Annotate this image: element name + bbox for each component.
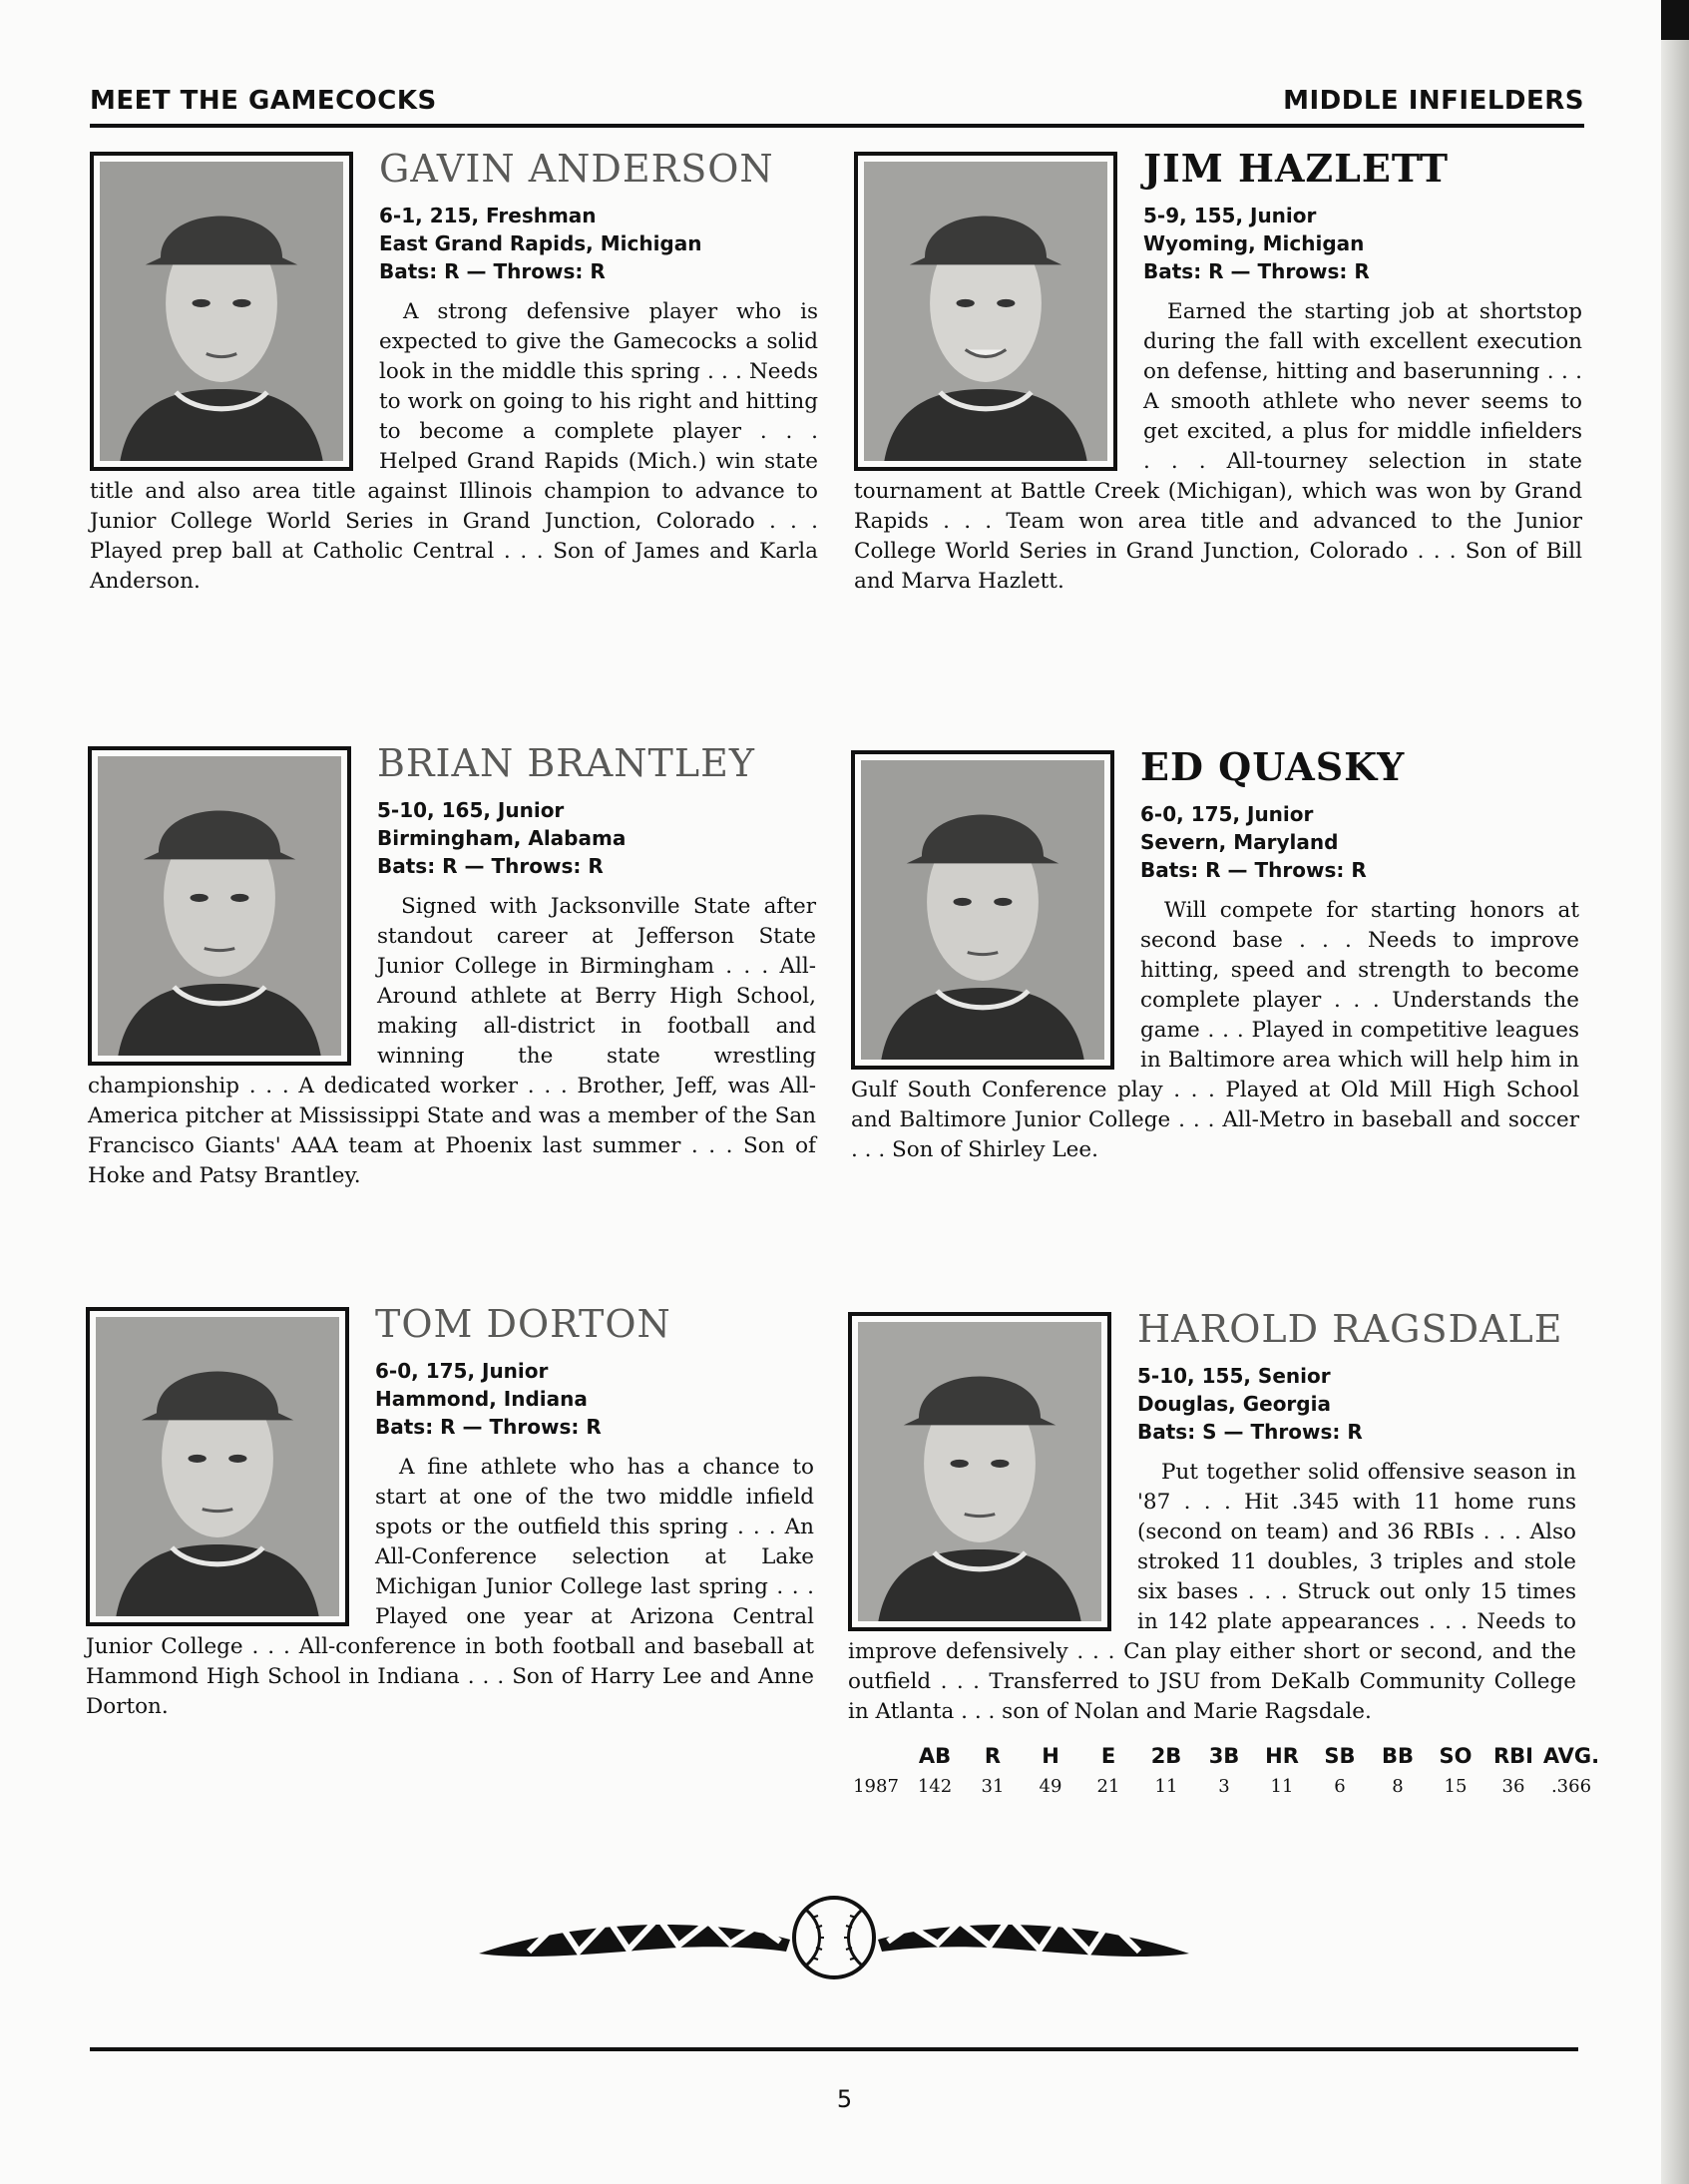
player-photo: [96, 1317, 339, 1616]
height-weight-class: 6-0, 175, Junior: [1140, 802, 1314, 826]
player-photo-frame: [88, 746, 351, 1066]
stats-header: E: [1100, 1744, 1116, 1768]
bats-throws: Bats: S — Throws: R: [1137, 1420, 1363, 1444]
player-card-gavin-anderson: [90, 147, 818, 597]
player-name: TOM DORTON: [375, 1302, 671, 1346]
player-name: JIM HAZLETT: [1143, 146, 1450, 191]
player-photo-frame: [851, 750, 1114, 1070]
player-name: HAROLD RAGSDALE: [1137, 1307, 1563, 1351]
stats-cell: 142: [917, 1775, 953, 1797]
stats-header: SO: [1439, 1744, 1473, 1768]
section-title: MEET THE GAMECOCKS: [90, 86, 437, 116]
hometown: Hammond, Indiana: [375, 1387, 588, 1411]
player-bio: Put together solid offensive season in '87 . . . Hit .345 with 11 home runs (second on team) and 36 RBIs . . . Also stroked 11 doubles, 3 triples and stole six bases . . . Struck out only 15 times in 142 plate appearances . . . Needs to improve defensively . . . Can play either short or second, and the outfield . . . Transferred to JSU from DeKalb Community College in Atlanta . . . son of Nolan and Marie Ragsdale.: [848, 1460, 1576, 1724]
height-weight-class: 5-10, 165, Junior: [377, 798, 565, 822]
stats-header: 3B: [1208, 1744, 1240, 1768]
bats-throws: Bats: R — Throws: R: [375, 1415, 602, 1439]
hometown: East Grand Rapids, Michigan: [379, 231, 702, 255]
stats-cell: 15: [1444, 1775, 1468, 1797]
player-photo-frame: [90, 152, 353, 471]
stats-header: SB: [1324, 1744, 1356, 1768]
player-bio: Signed with Jacksonville State after standout career at Jefferson State Junior College in Birmingham . . . All-Around athlete at Berry High School, making all-district in football and winning the state wrestling championship . . . A dedicated worker . . . Brother, Jeff, was All-America pitcher at Mississippi State and was a member of the San Francisco Giants' AAA team at Phoenix last summer . . . Son of Hoke and Patsy Brantley.: [88, 894, 816, 1188]
stats-header: RBI: [1493, 1744, 1533, 1768]
bats-throws: Bats: R — Throws: R: [379, 259, 606, 283]
player-name: BRIAN BRANTLEY: [377, 741, 755, 785]
stats-header: BB: [1381, 1744, 1414, 1768]
player-card-jim-hazlett: [854, 146, 1582, 597]
stats-cell: 31: [981, 1775, 1005, 1797]
stats-cell: 8: [1392, 1775, 1404, 1797]
stats-header: 2B: [1150, 1744, 1182, 1768]
hometown: Severn, Maryland: [1140, 830, 1339, 854]
page-corner: [1661, 0, 1689, 40]
stats-header: H: [1042, 1744, 1059, 1768]
footer-rule: [90, 2047, 1578, 2051]
position-title: MIDDLE INFIELDERS: [1283, 86, 1584, 116]
player-photo: [858, 1322, 1101, 1621]
height-weight-class: 5-10, 155, Senior: [1137, 1364, 1331, 1388]
stats-header: AB: [918, 1744, 952, 1768]
player-photo-frame: [86, 1307, 349, 1626]
stats-header-row: [846, 1740, 1600, 1772]
player-photo: [100, 162, 343, 461]
player-name: ED QUASKY: [1140, 744, 1406, 789]
stats-header: R: [984, 1744, 1002, 1768]
hometown: Wyoming, Michigan: [1143, 231, 1365, 255]
stats-cell: 36: [1501, 1775, 1525, 1797]
hometown: Douglas, Georgia: [1137, 1392, 1331, 1416]
baseball-ornament-icon: [469, 1882, 1199, 1991]
player-bio: A fine athlete who has a chance to start at one of the two middle infield spots or the outfield this spring . . . An All-Conference selection at Lake Michigan Junior College last spring . . . Played one year at Arizona Central Junior College . . . All-conference in both football and baseball at Hammond High School in Indiana . . . Son of Harry Lee and Anne Dorton.: [86, 1455, 814, 1719]
stats-cell: 49: [1039, 1775, 1062, 1797]
height-weight-class: 5-9, 155, Junior: [1143, 204, 1317, 227]
season-stats-table: [846, 1740, 1600, 1800]
hometown: Birmingham, Alabama: [377, 826, 627, 850]
height-weight-class: 6-1, 215, Freshman: [379, 204, 597, 227]
height-weight-class: 6-0, 175, Junior: [375, 1359, 549, 1383]
player-card-brian-brantley: [88, 741, 816, 1191]
stats-header: AVG.: [1542, 1744, 1600, 1768]
player-name: GAVIN ANDERSON: [379, 147, 774, 191]
player-card-tom-dorton: [86, 1302, 814, 1722]
bats-throws: Bats: R — Throws: R: [1143, 259, 1370, 283]
page-header: [90, 84, 1584, 128]
stats-cell: 1987: [853, 1775, 899, 1797]
page-number: 5: [836, 2085, 853, 2113]
player-photo-frame: [848, 1312, 1111, 1631]
player-photo: [864, 162, 1107, 461]
bats-throws: Bats: R — Throws: R: [1140, 858, 1367, 882]
stats-cell: .366: [1550, 1775, 1592, 1797]
page-edge-shadow: [1661, 0, 1689, 2184]
stats-row: [846, 1772, 1600, 1800]
stats-header: [846, 1740, 906, 1772]
stats-cell: 11: [1270, 1775, 1294, 1797]
bats-throws: Bats: R — Throws: R: [377, 854, 604, 878]
stats-cell: 11: [1154, 1775, 1178, 1797]
player-bio: A strong defensive player who is expected to give the Gamecocks a solid look in the middle this spring . . . Needs to work on going to his right and hitting to become a complete player . . . Helped Grand Rapids (Mich.) win state title and also area title against Illinois champion to advance to Junior College World Series in Grand Junction, Colorado . . . Played prep ball at Catholic Central . . . Son of James and Karla Anderson.: [90, 299, 818, 594]
player-photo: [98, 756, 341, 1056]
player-bio: Earned the starting job at shortstop during the fall with excellent execution on defense, hitting and baserunning . . . A smooth athlete who never seems to get excited, a plus for middle infielders . . . All-tourney selection in state tournament at Battle Creek (Michigan), which was won by Grand Rapids . . . Team won area title and advanced to the Junior College World Series in Grand Junction, Colorado . . . Son of Bill and Marva Hazlett.: [854, 299, 1582, 594]
player-card-ed-quasky: [851, 744, 1579, 1165]
player-photo-frame: [854, 152, 1117, 471]
stats-cell: 6: [1334, 1775, 1346, 1797]
player-card-harold-ragsdale: [848, 1307, 1576, 1727]
stats-cell: 3: [1218, 1775, 1230, 1797]
player-photo: [861, 760, 1104, 1060]
player-bio: Will compete for starting honors at second base . . . Needs to improve hitting, speed and strength to become complete player . . . Understands the game . . . Played in competitive leagues in Baltimore area which will help him in Gulf South Conference play . . . Played at Old Mill High School and Baltimore Junior College . . . All-Metro in baseball and soccer . . . Son of Shirley Lee.: [851, 898, 1579, 1162]
stats-header: HR: [1265, 1744, 1299, 1768]
stats-cell: 21: [1096, 1775, 1120, 1797]
